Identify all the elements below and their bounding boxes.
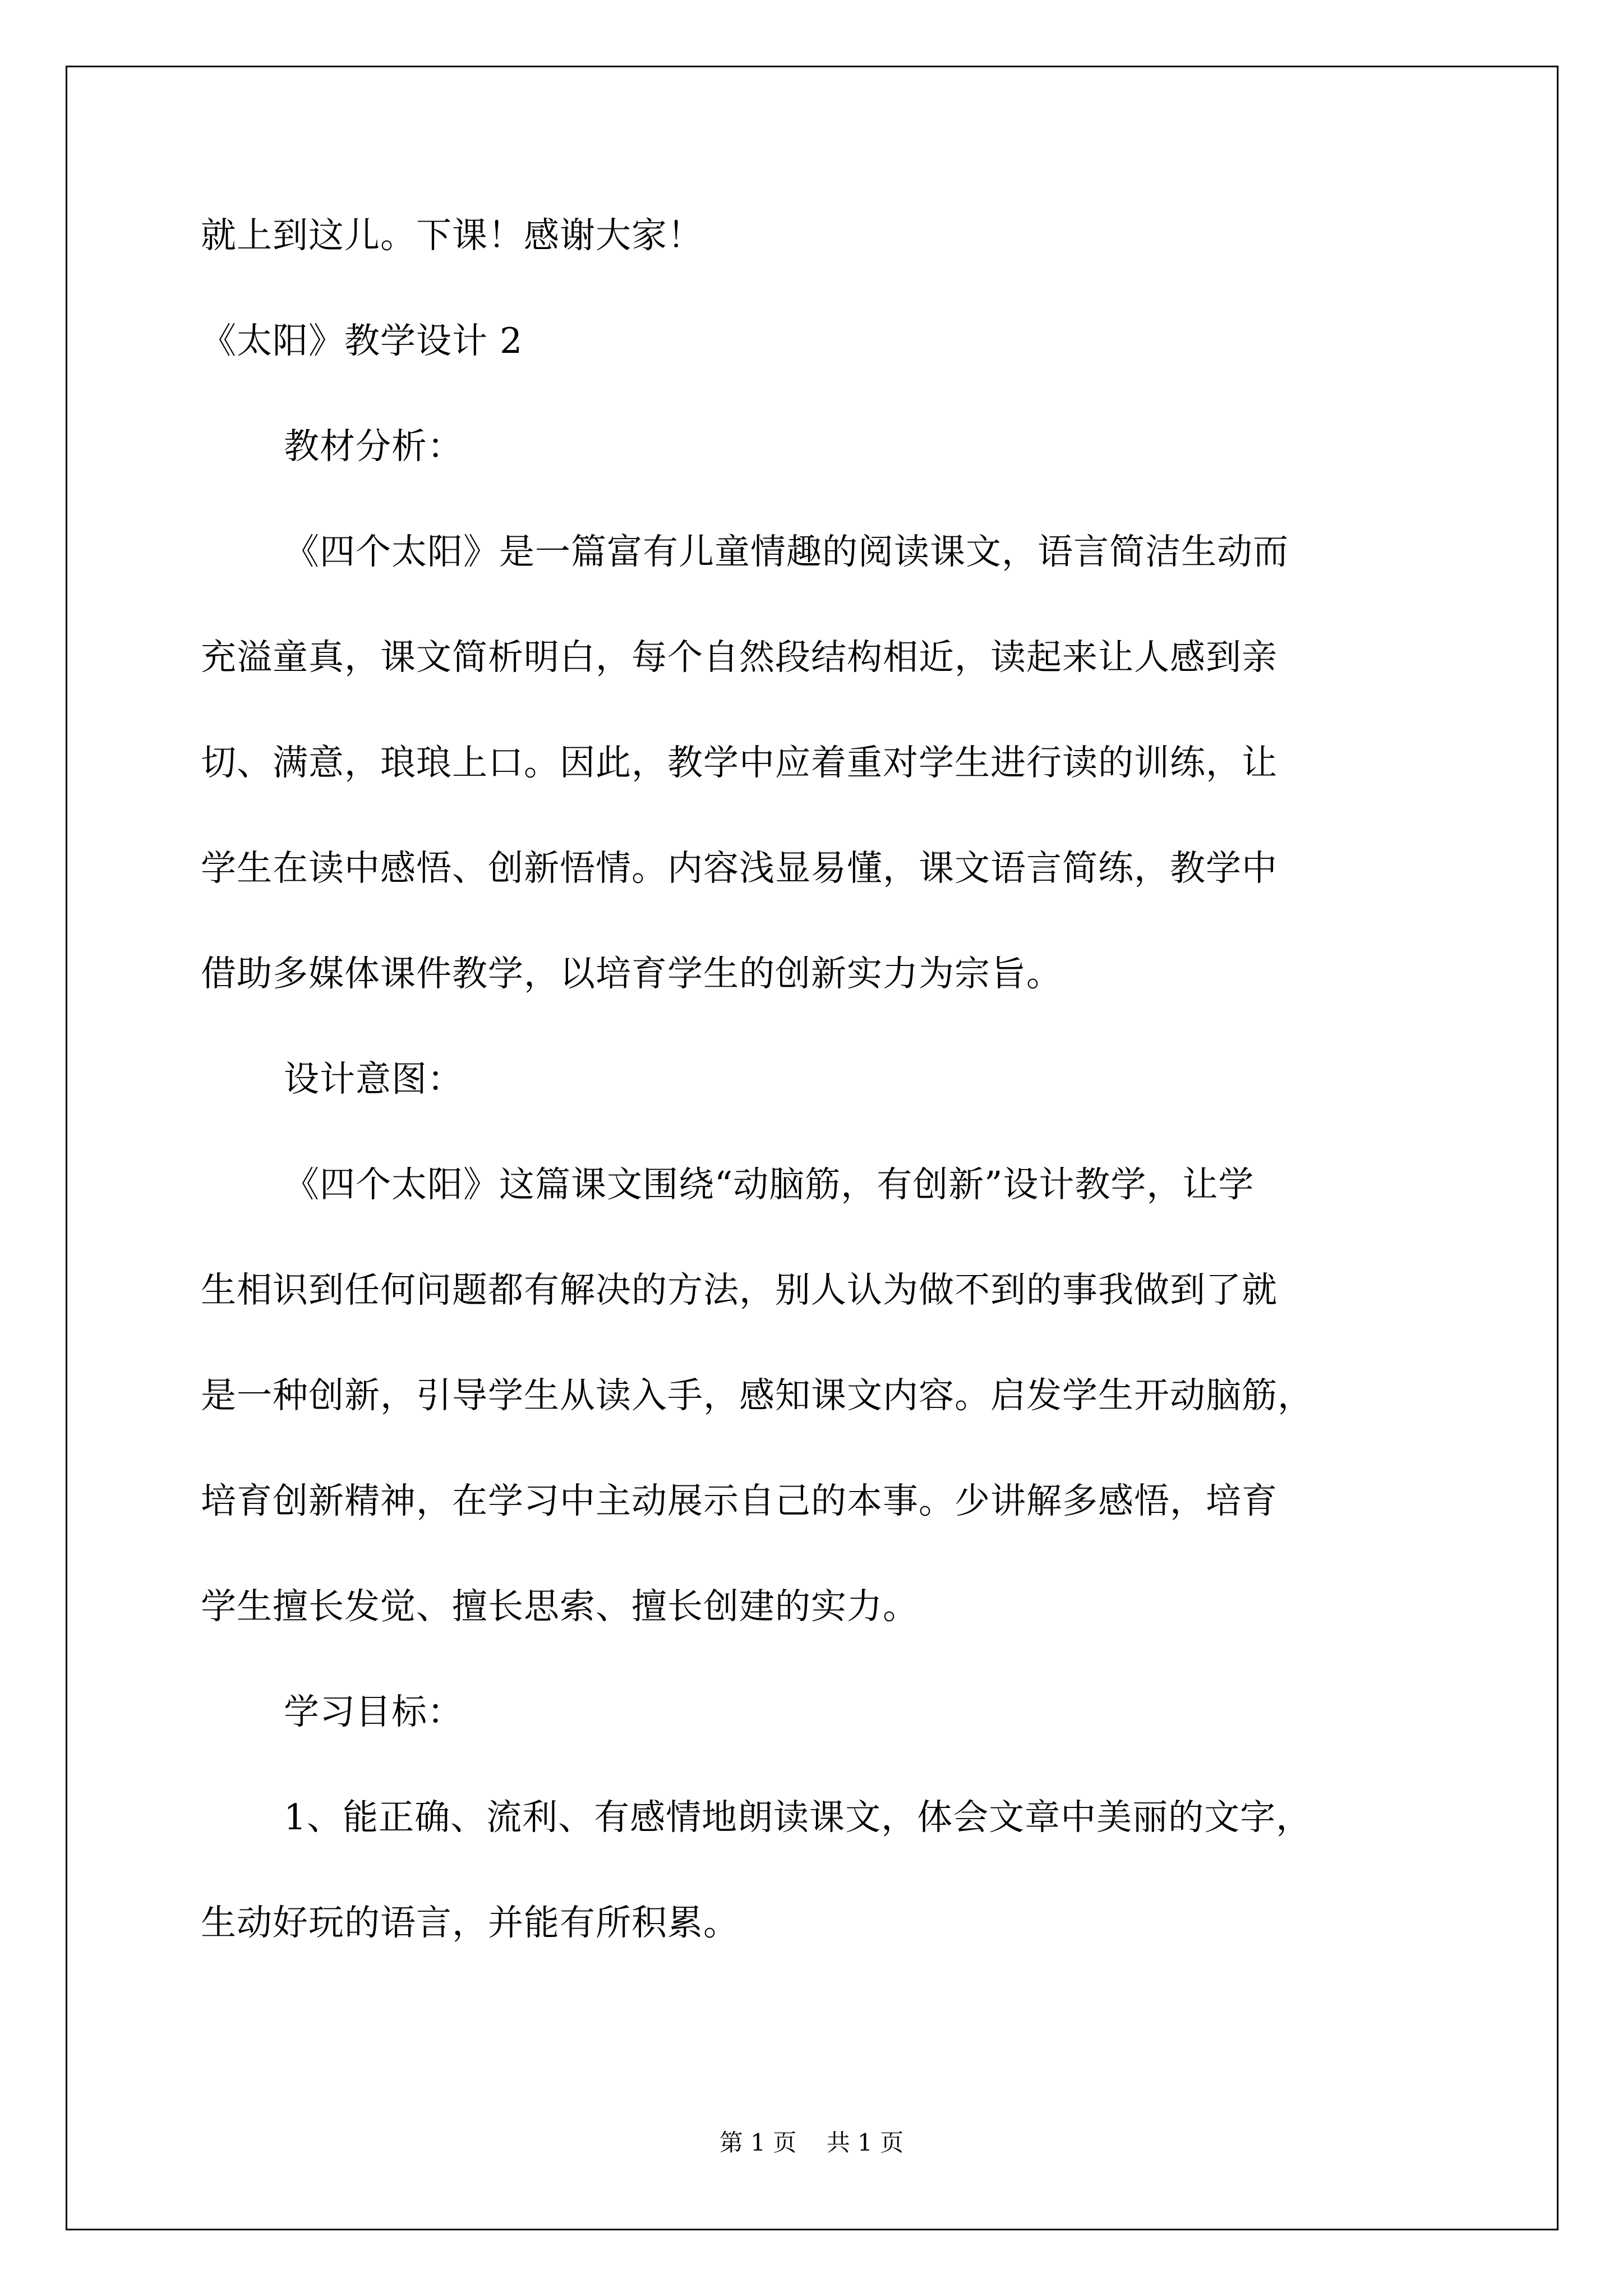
section-heading: 教材分析： xyxy=(284,426,463,467)
section-title: 《太阳》教学设计 2 xyxy=(201,320,523,361)
text-line: 学生在读中感悟、创新悟情。内容浅显易懂，课文语言简练，教学中 xyxy=(201,848,1278,889)
page-number: 第 1 页 共 1 页 xyxy=(719,2129,904,2156)
text-line: 充溢童真，课文简析明白，每个自然段结构相近，读起来让人感到亲 xyxy=(201,637,1278,678)
text-line: 生相识到任何问题都有解决的方法，别人认为做不到的事我做到了就 xyxy=(201,1269,1278,1310)
text-line: 借助多媒体课件教学，以培育学生的创新实力为宗旨。 xyxy=(201,953,1062,994)
text-line: 《四个太阳》这篇课文围绕“动脑筋，有创新”设计教学，让学 xyxy=(284,1164,1255,1205)
text-line: 是一种创新，引导学生从读入手，感知课文内容。启发学生开动脑筋， xyxy=(201,1375,1313,1416)
text-line: 切、满意，琅琅上口。因此，教学中应着重对学生进行读的训练，让 xyxy=(201,742,1278,783)
section-heading: 设计意图： xyxy=(284,1059,463,1099)
text-line: 培育创新精神，在学习中主动展示自己的本事。少讲解多感悟，培育 xyxy=(201,1480,1278,1521)
text-line: 1、能正确、流利、有感情地朗读课文，体会文章中美丽的文字， xyxy=(284,1797,1312,1838)
text-line: 《四个太阳》是一篇富有儿童情趣的阅读课文，语言简洁生动而 xyxy=(284,531,1289,572)
text-line: 生动好玩的语言，并能有所积累。 xyxy=(201,1902,739,1943)
section-heading: 学习目标： xyxy=(284,1691,463,1732)
text-line: 就上到这儿。下课！感谢大家！ xyxy=(201,215,703,256)
text-line: 学生擅长发觉、擅长思索、擅长创建的实力。 xyxy=(201,1586,919,1627)
